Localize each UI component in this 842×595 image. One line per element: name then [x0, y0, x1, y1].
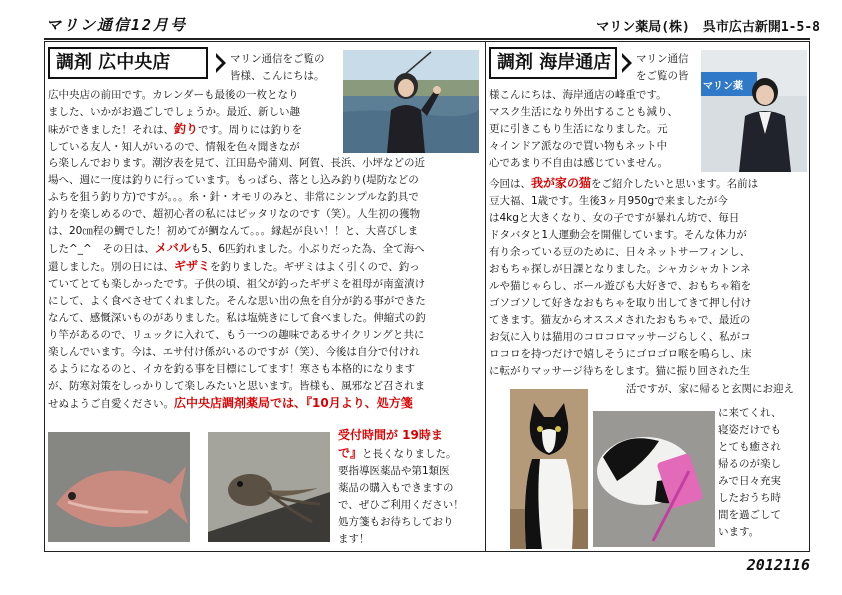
text-segment: とても癒され — [718, 441, 781, 453]
text-segment: に来てくれ、 — [718, 407, 782, 419]
highlight-text: ギザミ — [174, 259, 211, 273]
text-segment: 場へ、週に一度は釣りに行っています。もっぱら、落とし込み釣り(堤防などの — [48, 174, 419, 186]
text-segment: が、防寒対策をしっかりして楽しみたいと思います。皆様も、風邪など召されま — [48, 380, 426, 392]
text-line — [48, 223, 484, 240]
text-line — [489, 104, 701, 121]
text-segment: 活ですが、家に帰ると玄関にお迎え — [626, 383, 794, 395]
staff-photo — [701, 50, 807, 172]
text-line — [489, 278, 807, 295]
left-title-arrow-icon — [216, 53, 226, 73]
angler-photo — [343, 50, 479, 153]
text-line — [489, 261, 807, 278]
text-segment: ふちを狙う釣り方)ですが。。。糸・針・オモリのみと、非常にシンプルな釣具で — [48, 191, 419, 203]
text-line — [718, 473, 808, 490]
text-segment: ゴソゴソして好きなおもちゃを取り出してきて押し付け — [489, 297, 752, 309]
text-line — [489, 87, 701, 104]
right-title-arrow-icon — [622, 53, 632, 73]
text-line — [718, 507, 808, 524]
text-line — [48, 172, 484, 189]
text-segment: をご紹介したいと思います。名前は — [591, 178, 759, 190]
text-line — [48, 361, 484, 378]
text-line — [718, 439, 808, 456]
right-body-top — [489, 87, 701, 173]
text-line — [489, 175, 807, 193]
cat-sleeping-photo — [593, 411, 715, 547]
text-line — [489, 210, 807, 227]
right-intro-line-1: マリン通信 — [636, 53, 689, 65]
issue-date: 2012116 — [746, 556, 810, 574]
text-segment: ロコロを持つだけで嬉しそうにゴロゴロ喉を鳴らし、床 — [489, 348, 752, 360]
text-line — [48, 104, 348, 121]
text-segment: ていてとても楽しかったです。子供の頃、祖父が釣ったギザミを祖母が南蛮漬け — [48, 278, 426, 290]
text-segment: を釣りました。ギザミはよく引くので、釣っ — [210, 261, 420, 273]
squid-photo-image — [208, 432, 330, 542]
left-intro-line-1: マリン通信をご覧の — [230, 53, 325, 65]
text-segment: ました、いかがお過ごしでしょうか。最近、新しい趣 — [48, 106, 300, 118]
text-segment: と長くなりました。 — [362, 448, 457, 460]
text-line — [338, 445, 484, 463]
left-intro — [230, 51, 350, 87]
text-line — [48, 258, 484, 276]
text-line — [489, 121, 701, 138]
newsletter-title: マリン通信12月号 — [46, 16, 188, 34]
text-segment: で、ぜひご利用ください！ — [338, 499, 464, 511]
left-body-top — [48, 87, 348, 155]
text-segment: は、20㎝程の鯛でした！初めてが鯛なんて。。。縁起が良い！！と、大喜びしま — [48, 225, 419, 237]
right-intro — [636, 51, 702, 87]
text-line — [48, 327, 484, 344]
text-line — [48, 310, 484, 327]
text-segment: 味ができました！それは、 — [48, 124, 174, 136]
text-segment: している友人・知人がいるので、情報を色々聞きなが — [48, 141, 300, 153]
text-segment: 還しました。別の日には、 — [48, 261, 174, 273]
text-line — [48, 276, 484, 293]
text-line — [718, 456, 808, 473]
text-segment: 要指導医薬品や第1類医 — [338, 465, 450, 477]
text-line — [489, 363, 807, 380]
text-segment: 帰るのが楽し — [718, 458, 781, 470]
text-line — [489, 329, 807, 346]
text-line — [48, 189, 484, 206]
text-line — [489, 312, 807, 329]
text-line — [48, 206, 484, 223]
cat-sitting-photo-image — [510, 389, 588, 549]
text-segment: は4kgと大きくなり、女の子ですが暴れん坊で、毎日 — [489, 212, 740, 224]
text-line — [48, 240, 484, 258]
cat-sleeping-photo-image — [593, 411, 715, 547]
text-segment: 薬品の購入もできますの — [338, 482, 454, 494]
text-segment: 広中央店の前田です。カレンダーも最後の一枚となり — [48, 89, 299, 101]
text-line — [338, 480, 484, 497]
text-segment: 釣りを楽しめるので、超初心者の私にはピッタリなのです（笑）。人生初の獲物 — [48, 208, 421, 220]
text-line — [48, 344, 484, 361]
text-segment: います。 — [718, 526, 760, 538]
text-segment: にして、よく食べさせてくれました。そんな思い出の魚を自分が釣る事ができた — [48, 295, 426, 307]
text-line — [489, 138, 701, 155]
column-divider — [485, 41, 486, 552]
highlight-text: 受付時間が 19時ま — [338, 428, 443, 442]
text-segment: り竿があるので、リュックに入れて、もう一つの趣味であるサイクリングと共に — [48, 329, 425, 341]
text-line — [489, 227, 807, 244]
highlight-text: 広中央店調剤薬局では、『10月より、処方箋 — [174, 396, 413, 410]
right-body-wide — [489, 175, 807, 381]
highlight-text: 我が家の猫 — [531, 176, 592, 190]
sea-bream-photo — [48, 432, 190, 542]
cat-sitting-photo — [510, 389, 588, 549]
text-segment: 楽しんでいます。今は、エサ付け係がいるのですが（笑）、今後は自分で付けれ — [48, 346, 420, 358]
text-line — [718, 422, 808, 439]
text-line — [489, 295, 807, 312]
left-intro-line-2: 皆様、こんにちは。 — [230, 70, 325, 82]
text-line — [489, 193, 807, 210]
text-segment: 豆大福、1歳です。生後3ヶ月950gで来ましたが今 — [489, 195, 728, 207]
angler-photo-image — [343, 50, 479, 153]
text-segment: マスク生活になり外出することも減り、 — [489, 106, 678, 118]
text-line — [489, 244, 807, 261]
text-segment: 有り余っている豆のために、日々ネットサーフィンし、 — [489, 246, 751, 258]
text-line — [48, 121, 348, 139]
left-title: 調剤 広中央店 — [48, 47, 208, 79]
text-segment: したおうち時 — [718, 492, 781, 504]
text-line — [489, 346, 807, 363]
text-segment: せぬようご自愛ください。 — [48, 398, 174, 410]
text-segment: 寝姿だけでも — [718, 424, 781, 436]
publisher-address: マリン薬局(株) 呉市広古新開1-5-8 — [596, 20, 820, 35]
left-body-wide — [48, 155, 484, 427]
text-segment: も5、6匹釣れました。小ぶりだった為、全て海へ — [190, 243, 425, 255]
highlight-text: で』 — [338, 446, 363, 460]
text-segment: 更に引きこもり生活になりました。元 — [489, 123, 668, 135]
text-line — [48, 139, 348, 155]
sea-bream-photo-image — [48, 432, 190, 542]
text-segment: 今回は、 — [489, 178, 531, 190]
text-segment: おもちゃ探しが日課となりました。シャカシャカトンネ — [489, 263, 751, 275]
right-body-tail — [718, 405, 808, 551]
text-line — [48, 378, 484, 395]
text-segment: です。周りには釣りを — [198, 124, 303, 136]
text-segment: 様こんにちは、海岸通店の峰重です。 — [489, 89, 667, 101]
staff-photo-image — [701, 50, 807, 172]
text-segment: に転がりマッサージ待ちをします。猫に振り回された生 — [489, 365, 751, 377]
highlight-text: メバル — [154, 241, 191, 255]
text-segment: みで日々充実 — [718, 475, 781, 487]
text-line — [48, 293, 484, 310]
text-segment: るようになるのと、イカを釣る事を目標にしてます！寒さも本格的になります — [48, 363, 416, 375]
text-line — [48, 87, 348, 104]
text-line — [338, 531, 484, 548]
text-segment: なんて、感慨深いものがありました。私は塩焼きにして食べました。伸縮式の釣 — [48, 312, 426, 324]
text-segment: した^_^ その日は、 — [48, 243, 155, 255]
left-body-tail — [338, 427, 484, 552]
text-line — [338, 497, 484, 514]
text-segment: 間を過ごして — [718, 509, 781, 521]
squid-photo — [208, 432, 330, 542]
right-intro-line-2: をご覧の皆 — [636, 70, 689, 82]
right-body-narrow — [626, 381, 807, 403]
text-segment: 々インドア派なので買い物もネット中 — [489, 140, 668, 152]
staff-photo-sign: マリン薬 — [703, 81, 743, 92]
text-line — [48, 395, 484, 413]
text-segment: 心であまり不自由は感じていません。 — [489, 157, 669, 169]
text-line — [626, 381, 807, 398]
text-line — [338, 427, 484, 445]
text-line — [48, 155, 484, 172]
highlight-text: 釣り — [174, 122, 199, 136]
right-title: 調剤 海岸通店 — [489, 47, 617, 79]
text-segment: てきます。猫友からオススメされたおもちゃで、最近の — [489, 314, 751, 326]
text-segment: ドタバタと1人運動会を開催しています。そんな体力が — [489, 229, 747, 241]
text-line — [338, 463, 484, 480]
text-line — [718, 524, 808, 541]
text-line — [338, 514, 484, 531]
header-rule — [44, 38, 810, 40]
text-line — [489, 155, 701, 172]
text-segment: ら楽しんでおります。潮汐表を見て、江田島や蒲刈、阿賀、長浜、小坪などの近 — [48, 157, 425, 169]
text-line — [718, 490, 808, 507]
text-line — [718, 405, 808, 422]
text-segment: お気に入りは猫用のコロコロマッサージらしく、私がコ — [489, 331, 751, 343]
text-segment: ます！ — [338, 533, 370, 545]
text-segment: 処方箋もお待ちしており — [338, 516, 454, 528]
text-segment: ルや猫じゃらし、ボール遊びも大好きで、おもちゃ箱を — [489, 280, 752, 292]
